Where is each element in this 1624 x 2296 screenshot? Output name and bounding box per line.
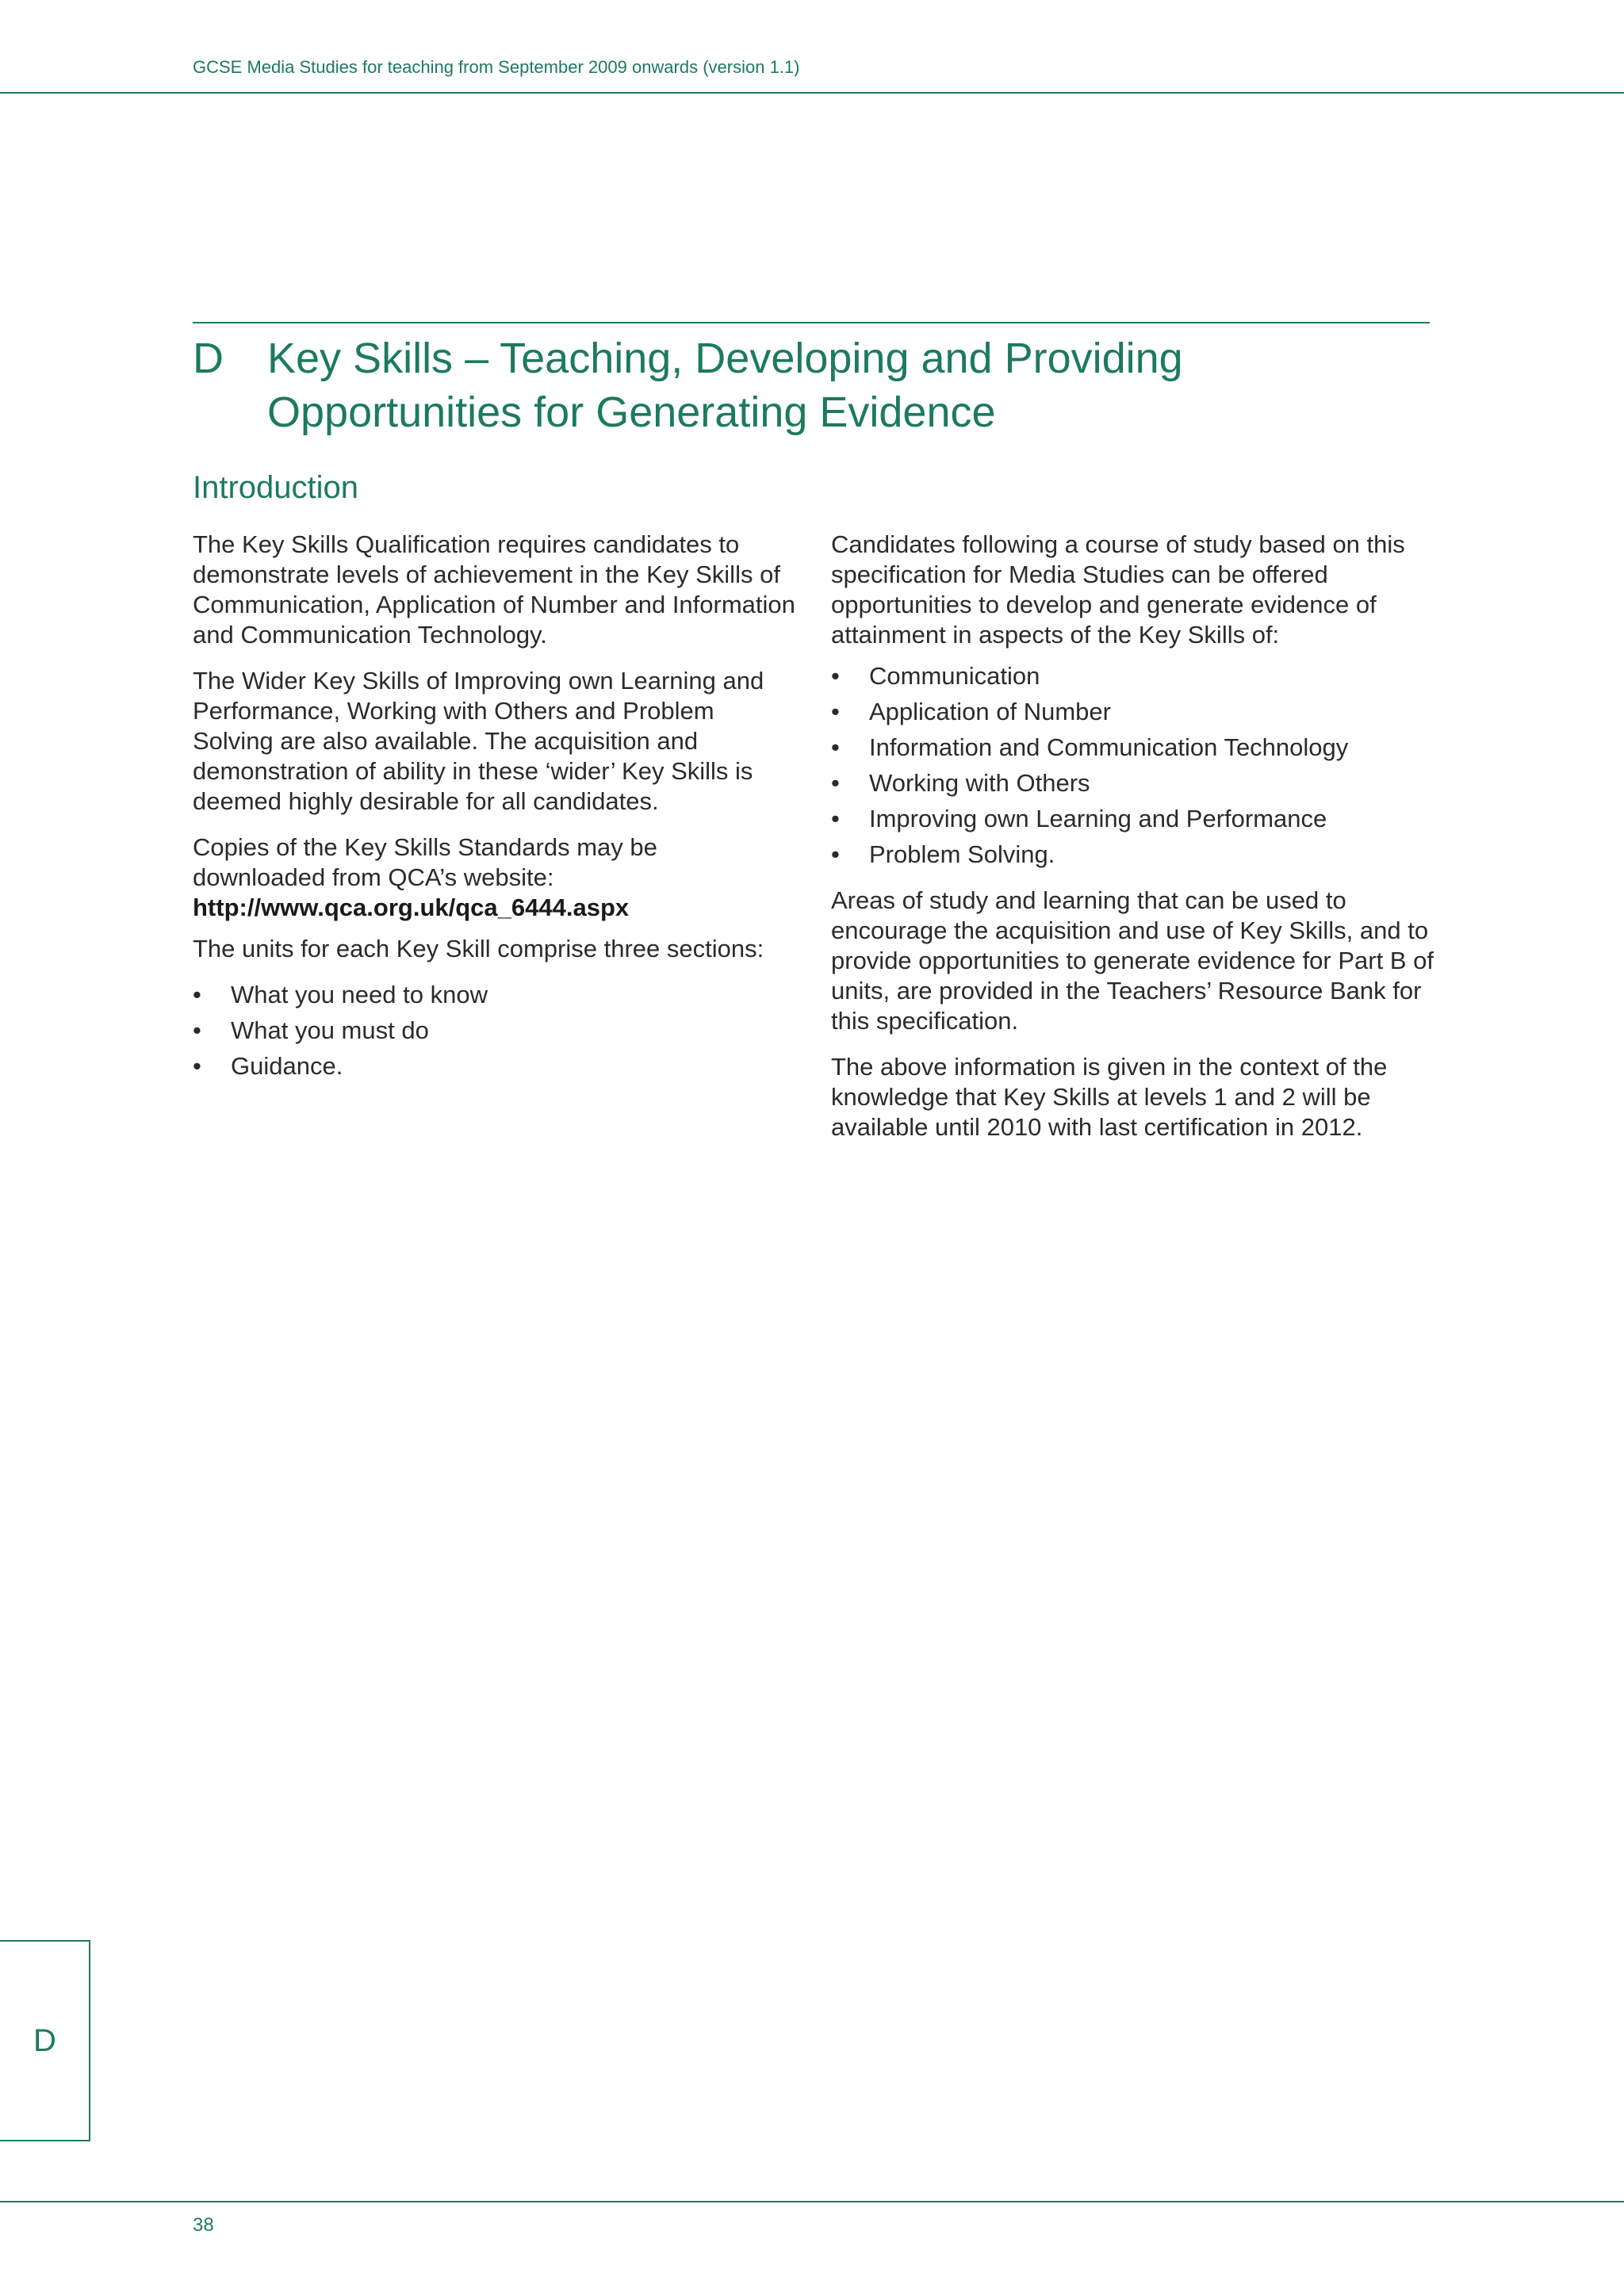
- section-title: [193, 331, 1446, 439]
- paragraph-text: Copies of the Key Skills Standards may be downloaded from QCA’s website:: [193, 833, 657, 891]
- header-divider: [0, 92, 1624, 94]
- bullet-icon: •: [193, 1016, 201, 1044]
- paragraph: The Wider Key Skills of Improving own Learning and Performance, Working with Others and Problem Solving are also available. The acquisition and demonstration of ability in these ‘wider’ Key Skills is deemed highly desirable for all candidates.: [193, 667, 764, 815]
- section-title-text: Key Skills – Teaching, Developing and Providing Opportunities for Generating Evidence: [267, 335, 1183, 436]
- bullet-icon: •: [831, 769, 840, 797]
- list-item: • Application of Number: [831, 698, 1111, 725]
- qca-website-link[interactable]: http://www.qca.org.uk/qca_6444.aspx: [193, 894, 630, 921]
- list-item: • Problem Solving.: [831, 840, 1055, 868]
- left-column: [193, 530, 795, 1097]
- bullet-icon: •: [831, 805, 840, 832]
- key-skills-list: [831, 661, 1434, 870]
- bullet-icon: •: [193, 981, 201, 1008]
- introduction-heading: Introduction: [193, 470, 359, 505]
- footer-divider: [0, 2201, 1624, 2202]
- paragraph: The above information is given in the context of the knowledge that Key Skills at levels 1 and 2 will be available until 2010 with last certification in 2012.: [831, 1053, 1388, 1141]
- bullet-icon: •: [831, 840, 840, 868]
- paragraph: The units for each Key Skill comprise three sections:: [193, 935, 764, 962]
- paragraph-with-link: [193, 832, 795, 923]
- side-tab-letter: D: [33, 2023, 56, 2058]
- title-divider: [193, 322, 1430, 323]
- page-number: 38: [193, 2214, 214, 2236]
- bullet-icon: •: [831, 733, 840, 761]
- list-item: • Communication: [831, 662, 1040, 690]
- paragraph: Areas of study and learning that can be used to encourage the acquisition and use of Key Skills, and to provide opportunities to generate evidence for Part B of units, are provided in the Teachers’ Resource Bank for this specification.: [831, 886, 1434, 1035]
- paragraph: Candidates following a course of study based on this specification for Media Studies can be offered opportunities to develop and generate evidence of attainment in aspects of the Key Skills of:: [831, 530, 1405, 649]
- section-letter: D: [193, 335, 224, 382]
- paragraph: The Key Skills Qualification requires candidates to demonstrate levels of achievement in the Key Skills of Communication, Application of Number and Information and Communication Technology.: [193, 530, 795, 649]
- bullet-icon: •: [831, 662, 840, 690]
- right-column: [831, 530, 1434, 1158]
- list-item: • Improving own Learning and Performance: [831, 805, 1327, 832]
- list-item: • Working with Others: [831, 769, 1090, 797]
- list-item: • Guidance.: [193, 1052, 343, 1080]
- bullet-icon: •: [193, 1052, 201, 1080]
- list-item: • Information and Communication Technology: [831, 733, 1349, 761]
- list-item: • What you must do: [193, 1016, 429, 1044]
- list-item: • What you need to know: [193, 981, 488, 1008]
- bullet-icon: •: [831, 698, 840, 725]
- running-header: GCSE Media Studies for teaching from September 2009 onwards (version 1.1): [193, 57, 800, 77]
- sections-list: [193, 980, 795, 1081]
